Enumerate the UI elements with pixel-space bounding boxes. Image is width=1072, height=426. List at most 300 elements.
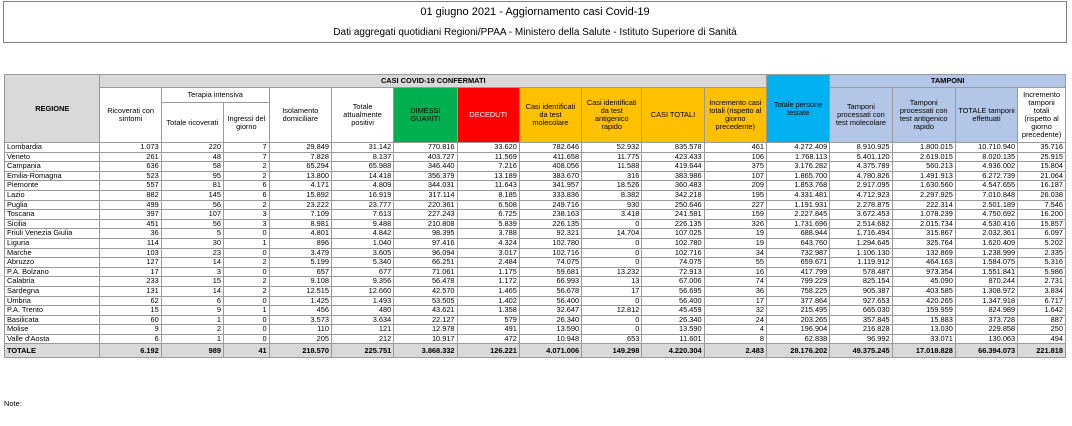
- report-header: [3, 1, 1067, 43]
- cell-regione: Campania: [5, 162, 100, 172]
- table-row: [5, 200, 1066, 210]
- table-row: [5, 162, 1066, 172]
- cell-deceduti: 1.465: [457, 286, 519, 296]
- cell-casi-molecolare: 341.957: [519, 181, 581, 191]
- cell-positivi: 121: [331, 325, 393, 335]
- col-dimessi: DIMESSI GUARITI: [394, 88, 457, 143]
- cell-casi-antigenico: 8.382: [582, 190, 642, 200]
- cell-incremento-casi: 17: [704, 296, 766, 306]
- cell-tamponi-molecolare: 216.828: [830, 325, 892, 335]
- cell-persone-testate: 688.944: [766, 229, 829, 239]
- cell-totale-tamponi: 8.020.135: [955, 152, 1017, 162]
- table-row: [5, 315, 1066, 325]
- table-row: [5, 143, 1066, 153]
- cell-regione: Valle d'Aosta: [5, 334, 100, 344]
- cell-casi-totali: 342.218: [642, 190, 704, 200]
- cell-totale-ricoverati: 989: [161, 344, 223, 358]
- cell-casi-molecolare: 4.071.006: [519, 344, 581, 358]
- cell-ingressi: 2: [224, 286, 270, 296]
- table-row: [5, 152, 1066, 162]
- col-casi-totali: CASI TOTALI: [642, 88, 704, 143]
- cell-ingressi: 0: [224, 315, 270, 325]
- cell-tamponi-antigenico: 403.585: [892, 286, 955, 296]
- cell-incremento-casi: 55: [704, 258, 766, 268]
- cell-casi-antigenico: 17: [582, 286, 642, 296]
- cell-tamponi-molecolare: 2.514.682: [830, 219, 892, 229]
- cell-positivi: 9.356: [331, 277, 393, 287]
- cell-ingressi: 2: [224, 258, 270, 268]
- cell-tamponi-antigenico: 159.959: [892, 306, 955, 316]
- cell-ingressi: 3: [224, 210, 270, 220]
- cell-ricoverati: 261: [100, 152, 161, 162]
- cell-casi-antigenico: 0: [582, 315, 642, 325]
- cell-regione: Toscana: [5, 210, 100, 220]
- cell-tamponi-antigenico: 325.764: [892, 238, 955, 248]
- cell-regione: Basilicata: [5, 315, 100, 325]
- cell-deceduti: 1.402: [457, 296, 519, 306]
- cell-dimessi: 42.570: [394, 286, 457, 296]
- col-ricoverati: Ricoverati con sintomi: [100, 88, 161, 143]
- cell-totale-tamponi: 2.032.361: [955, 229, 1017, 239]
- cell-tamponi-antigenico: 1.630.560: [892, 181, 955, 191]
- cell-isolamento: 3.573: [269, 315, 331, 325]
- cell-deceduti: 1.175: [457, 267, 519, 277]
- cell-ingressi: 6: [224, 190, 270, 200]
- cell-totale-ricoverati: 9: [161, 306, 223, 316]
- cell-dimessi: 66.251: [394, 258, 457, 268]
- cell-totale-ricoverati: 107: [161, 210, 223, 220]
- cell-regione: TOTALE: [5, 344, 100, 358]
- col-deceduti: DECEDUTI: [457, 88, 519, 143]
- col-tamponi-antigenico: Tamponi processati con test antigenico rapido: [892, 88, 955, 143]
- cell-totale-tamponi: 10.710.940: [955, 143, 1017, 153]
- cell-casi-totali: 226.135: [642, 219, 704, 229]
- cell-totale-ricoverati: 5: [161, 229, 223, 239]
- cell-ingressi: 0: [224, 248, 270, 258]
- cell-totale-ricoverati: 56: [161, 200, 223, 210]
- group-tamponi: TAMPONI: [830, 75, 1066, 88]
- table-row: [5, 325, 1066, 335]
- cell-incremento-tamponi: 1.642: [1018, 306, 1066, 316]
- cell-casi-totali: 419.644: [642, 162, 704, 172]
- cell-totale-tamponi: 130.063: [955, 334, 1017, 344]
- cell-casi-antigenico: 0: [582, 325, 642, 335]
- cell-deceduti: 472: [457, 334, 519, 344]
- cell-tamponi-antigenico: 222.314: [892, 200, 955, 210]
- cell-casi-antigenico: 13: [582, 277, 642, 287]
- cell-deceduti: 3.788: [457, 229, 519, 239]
- table-row: [5, 229, 1066, 239]
- col-casi-antigenico: Casi identificati da test antigenico rapido: [582, 88, 642, 143]
- col-tamponi-molecolare: Tamponi processati con test molecolare: [830, 88, 892, 143]
- cell-persone-testate: 1.768.113: [766, 152, 829, 162]
- cell-isolamento: 205: [269, 334, 331, 344]
- table-row: [5, 190, 1066, 200]
- cell-regione: Lombardia: [5, 143, 100, 153]
- cell-tamponi-antigenico: 315.867: [892, 229, 955, 239]
- cell-ricoverati: 636: [100, 162, 161, 172]
- cell-casi-molecolare: 383.670: [519, 171, 581, 181]
- cell-persone-testate: 1.853.768: [766, 181, 829, 191]
- cell-deceduti: 6.508: [457, 200, 519, 210]
- cell-totale-ricoverati: 1: [161, 334, 223, 344]
- cell-incremento-casi: 19: [704, 238, 766, 248]
- cell-regione: Sardegna: [5, 286, 100, 296]
- cell-dimessi: 71.061: [394, 267, 457, 277]
- cell-incremento-tamponi: 3.834: [1018, 286, 1066, 296]
- cell-totale-ricoverati: 14: [161, 258, 223, 268]
- cell-positivi: 16.919: [331, 190, 393, 200]
- cell-positivi: 65.988: [331, 162, 393, 172]
- cell-deceduti: 4.324: [457, 238, 519, 248]
- cell-isolamento: 7.109: [269, 210, 331, 220]
- cell-tamponi-antigenico: 560.213: [892, 162, 955, 172]
- cell-dimessi: 43.621: [394, 306, 457, 316]
- cell-incremento-tamponi: 21.064: [1018, 171, 1066, 181]
- table-row: [5, 334, 1066, 344]
- cell-tamponi-molecolare: 578.487: [830, 267, 892, 277]
- cell-incremento-casi: 326: [704, 219, 766, 229]
- cell-tamponi-antigenico: 13.030: [892, 325, 955, 335]
- cell-totale-tamponi: 7.010.848: [955, 190, 1017, 200]
- cell-totale-ricoverati: 15: [161, 277, 223, 287]
- cell-persone-testate: 28.176.202: [766, 344, 829, 358]
- cell-casi-antigenico: 930: [582, 200, 642, 210]
- cell-ingressi: 0: [224, 325, 270, 335]
- cell-incremento-casi: 19: [704, 229, 766, 239]
- cell-persone-testate: 799.229: [766, 277, 829, 287]
- cell-positivi: 9.488: [331, 219, 393, 229]
- cell-persone-testate: 643.760: [766, 238, 829, 248]
- cell-ricoverati: 397: [100, 210, 161, 220]
- cell-incremento-tamponi: 5.202: [1018, 238, 1066, 248]
- cell-totale-tamponi: 6.272.739: [955, 171, 1017, 181]
- cell-casi-molecolare: 102.716: [519, 248, 581, 258]
- cell-ricoverati: 1.073: [100, 143, 161, 153]
- cell-isolamento: 12.515: [269, 286, 331, 296]
- cell-deceduti: 11.569: [457, 152, 519, 162]
- cell-totale-ricoverati: 14: [161, 286, 223, 296]
- cell-deceduti: 13.189: [457, 171, 519, 181]
- cell-ricoverati: 233: [100, 277, 161, 287]
- cell-isolamento: 13.800: [269, 171, 331, 181]
- cell-tamponi-molecolare: 4.712.923: [830, 190, 892, 200]
- cell-casi-totali: 45.459: [642, 306, 704, 316]
- cell-positivi: 14.418: [331, 171, 393, 181]
- col-regione: REGIONE: [5, 75, 100, 143]
- cell-tamponi-antigenico: 1.491.913: [892, 171, 955, 181]
- cell-totale-ricoverati: 2: [161, 325, 223, 335]
- table-row: [5, 210, 1066, 220]
- cell-casi-totali: 74.075: [642, 258, 704, 268]
- report-subtitle: Dati aggregati quotidiani Regioni/PPAA - Ministero della Salute - Istituto Superiore di Sanità: [333, 27, 737, 38]
- cell-casi-totali: 56.400: [642, 296, 704, 306]
- cell-casi-molecolare: 10.948: [519, 334, 581, 344]
- cell-tamponi-molecolare: 2.917.095: [830, 181, 892, 191]
- cell-ingressi: 0: [224, 296, 270, 306]
- cell-totale-tamponi: 1.347.918: [955, 296, 1017, 306]
- cell-tamponi-molecolare: 905.387: [830, 286, 892, 296]
- cell-positivi: 1.040: [331, 238, 393, 248]
- cell-regione: P.A. Trento: [5, 306, 100, 316]
- cell-isolamento: 110: [269, 325, 331, 335]
- cell-incremento-tamponi: 2.731: [1018, 277, 1066, 287]
- cell-tamponi-molecolare: 927.653: [830, 296, 892, 306]
- cell-regione: Molise: [5, 325, 100, 335]
- cell-casi-molecolare: 13.590: [519, 325, 581, 335]
- cell-tamponi-molecolare: 96.992: [830, 334, 892, 344]
- cell-persone-testate: 215.495: [766, 306, 829, 316]
- cell-casi-antigenico: 52.932: [582, 143, 642, 153]
- cell-totale-ricoverati: 95: [161, 171, 223, 181]
- cell-positivi: 212: [331, 334, 393, 344]
- cell-casi-antigenico: 11.588: [582, 162, 642, 172]
- cell-tamponi-antigenico: 464.163: [892, 258, 955, 268]
- cell-casi-antigenico: 18.526: [582, 181, 642, 191]
- cell-totale-tamponi: 1.308.972: [955, 286, 1017, 296]
- table-row: [5, 238, 1066, 248]
- cell-incremento-tamponi: 25.915: [1018, 152, 1066, 162]
- cell-casi-molecolare: 56.678: [519, 286, 581, 296]
- cell-casi-totali: 360.483: [642, 181, 704, 191]
- cell-deceduti: 3.017: [457, 248, 519, 258]
- cell-tamponi-molecolare: 1.106.130: [830, 248, 892, 258]
- cell-incremento-tamponi: 6.097: [1018, 229, 1066, 239]
- cell-persone-testate: 1.865.700: [766, 171, 829, 181]
- cell-casi-molecolare: 102.780: [519, 238, 581, 248]
- cell-tamponi-antigenico: 132.869: [892, 248, 955, 258]
- cell-tamponi-antigenico: 1.800.015: [892, 143, 955, 153]
- cell-incremento-casi: 16: [704, 267, 766, 277]
- cell-isolamento: 3.479: [269, 248, 331, 258]
- cell-totale-tamponi: 1.238.999: [955, 248, 1017, 258]
- cell-totale-ricoverati: 48: [161, 152, 223, 162]
- cell-ingressi: 6: [224, 181, 270, 191]
- cell-dimessi: 97.416: [394, 238, 457, 248]
- cell-persone-testate: 659.671: [766, 258, 829, 268]
- cell-isolamento: 657: [269, 267, 331, 277]
- cell-totale-tamponi: 1.584.075: [955, 258, 1017, 268]
- cell-incremento-tamponi: 16.187: [1018, 181, 1066, 191]
- cell-totale-ricoverati: 220: [161, 143, 223, 153]
- cell-positivi: 4.842: [331, 229, 393, 239]
- cell-totale-tamponi: 4.530.416: [955, 219, 1017, 229]
- table-row: [5, 277, 1066, 287]
- cell-totale-ricoverati: 30: [161, 238, 223, 248]
- cell-casi-antigenico: 0: [582, 296, 642, 306]
- cell-casi-antigenico: 3.418: [582, 210, 642, 220]
- cell-isolamento: 15.892: [269, 190, 331, 200]
- cell-incremento-casi: 8: [704, 334, 766, 344]
- cell-ingressi: 7: [224, 152, 270, 162]
- cell-regione: Calabria: [5, 277, 100, 287]
- cell-casi-molecolare: 333.836: [519, 190, 581, 200]
- group-terapia-intensiva: Terapia intensiva: [161, 88, 269, 103]
- cell-tamponi-molecolare: 4.375.789: [830, 162, 892, 172]
- col-casi-molecolare: Casi identificati da test molecolare: [519, 88, 581, 143]
- table-row: [5, 171, 1066, 181]
- cell-totale-ricoverati: 1: [161, 315, 223, 325]
- cell-casi-totali: 835.578: [642, 143, 704, 153]
- cell-casi-molecolare: 782.646: [519, 143, 581, 153]
- cell-totale-tamponi: 1.620.409: [955, 238, 1017, 248]
- cell-dimessi: 356.379: [394, 171, 457, 181]
- cell-casi-totali: 26.340: [642, 315, 704, 325]
- cell-dimessi: 98.395: [394, 229, 457, 239]
- cell-casi-molecolare: 32.647: [519, 306, 581, 316]
- cell-ricoverati: 499: [100, 200, 161, 210]
- cell-casi-totali: 102.716: [642, 248, 704, 258]
- cell-persone-testate: 4.272.409: [766, 143, 829, 153]
- cell-deceduti: 1.172: [457, 277, 519, 287]
- col-ingressi: Ingressi del giorno: [224, 103, 270, 143]
- cell-ricoverati: 17: [100, 267, 161, 277]
- cell-persone-testate: 417.799: [766, 267, 829, 277]
- cell-casi-totali: 241.581: [642, 210, 704, 220]
- cell-incremento-casi: 209: [704, 181, 766, 191]
- cell-incremento-tamponi: 16.200: [1018, 210, 1066, 220]
- cell-casi-molecolare: 238.163: [519, 210, 581, 220]
- cell-ricoverati: 523: [100, 171, 161, 181]
- cell-casi-molecolare: 66.993: [519, 277, 581, 287]
- cell-deceduti: 6.725: [457, 210, 519, 220]
- cell-incremento-tamponi: 250: [1018, 325, 1066, 335]
- cell-totale-tamponi: 4.547.655: [955, 181, 1017, 191]
- cell-casi-totali: 72.913: [642, 267, 704, 277]
- cell-tamponi-molecolare: 8.910.925: [830, 143, 892, 153]
- cell-incremento-casi: 32: [704, 306, 766, 316]
- cell-deceduti: 1.358: [457, 306, 519, 316]
- cell-isolamento: 7.828: [269, 152, 331, 162]
- cell-ricoverati: 114: [100, 238, 161, 248]
- cell-regione: Piemonte: [5, 181, 100, 191]
- cell-tamponi-molecolare: 3.672.453: [830, 210, 892, 220]
- cell-ricoverati: 882: [100, 190, 161, 200]
- cell-casi-antigenico: 12.812: [582, 306, 642, 316]
- cell-totale-tamponi: 4.750.692: [955, 210, 1017, 220]
- table-row: [5, 296, 1066, 306]
- cell-regione: Veneto: [5, 152, 100, 162]
- cell-incremento-casi: 227: [704, 200, 766, 210]
- cell-tamponi-antigenico: 33.071: [892, 334, 955, 344]
- cell-casi-totali: 107.025: [642, 229, 704, 239]
- cell-incremento-tamponi: 7.546: [1018, 200, 1066, 210]
- cell-isolamento: 1.425: [269, 296, 331, 306]
- cell-deceduti: 33.620: [457, 143, 519, 153]
- cell-ricoverati: 9: [100, 325, 161, 335]
- cell-ricoverati: 451: [100, 219, 161, 229]
- cell-incremento-casi: 461: [704, 143, 766, 153]
- cell-ingressi: 41: [224, 344, 270, 358]
- cell-isolamento: 218.570: [269, 344, 331, 358]
- cell-incremento-tamponi: 887: [1018, 315, 1066, 325]
- cell-incremento-casi: 4: [704, 325, 766, 335]
- cell-isolamento: 65.294: [269, 162, 331, 172]
- cell-positivi: 12.660: [331, 286, 393, 296]
- cell-dimessi: 3.868.332: [394, 344, 457, 358]
- col-isolamento: Isolamento domiciliare: [269, 88, 331, 143]
- group-casi-confermati: CASI COVID-19 CONFERMATI: [100, 75, 766, 88]
- cell-dimessi: 12.978: [394, 325, 457, 335]
- cell-tamponi-molecolare: 357.845: [830, 315, 892, 325]
- cell-incremento-tamponi: 35.716: [1018, 143, 1066, 153]
- cell-isolamento: 9.108: [269, 277, 331, 287]
- cell-persone-testate: 203.265: [766, 315, 829, 325]
- cell-incremento-tamponi: 2.335: [1018, 248, 1066, 258]
- cell-casi-antigenico: 0: [582, 248, 642, 258]
- cell-ricoverati: 6: [100, 334, 161, 344]
- cell-tamponi-molecolare: 1.119.912: [830, 258, 892, 268]
- cell-deceduti: 579: [457, 315, 519, 325]
- cell-totale-ricoverati: 23: [161, 248, 223, 258]
- cell-dimessi: 56.478: [394, 277, 457, 287]
- cell-incremento-casi: 74: [704, 277, 766, 287]
- table-row: [5, 267, 1066, 277]
- cell-dimessi: 344.031: [394, 181, 457, 191]
- cell-tamponi-antigenico: 973.354: [892, 267, 955, 277]
- cell-casi-antigenico: 0: [582, 219, 642, 229]
- cell-casi-molecolare: 59.681: [519, 267, 581, 277]
- cell-positivi: 5.340: [331, 258, 393, 268]
- table-row: [5, 286, 1066, 296]
- cell-totale-ricoverati: 3: [161, 267, 223, 277]
- cell-tamponi-molecolare: 4.780.826: [830, 171, 892, 181]
- cell-tamponi-antigenico: 45.090: [892, 277, 955, 287]
- cell-isolamento: 896: [269, 238, 331, 248]
- total-row: [5, 344, 1066, 358]
- cell-tamponi-molecolare: 665.030: [830, 306, 892, 316]
- cell-regione: Emilia-Romagna: [5, 171, 100, 181]
- cell-deceduti: 491: [457, 325, 519, 335]
- cell-regione: Friuli Venezia Giulia: [5, 229, 100, 239]
- cell-totale-ricoverati: 145: [161, 190, 223, 200]
- cell-dimessi: 22.127: [394, 315, 457, 325]
- cell-incremento-tamponi: 221.818: [1018, 344, 1066, 358]
- cell-isolamento: 4.801: [269, 229, 331, 239]
- cell-totale-tamponi: 373.728: [955, 315, 1017, 325]
- table-row: [5, 181, 1066, 191]
- cell-positivi: 23.777: [331, 200, 393, 210]
- cell-ricoverati: 6.192: [100, 344, 161, 358]
- cell-positivi: 3.605: [331, 248, 393, 258]
- col-totale-tamponi: TOTALE tamponi effettuati: [955, 88, 1017, 143]
- cell-totale-ricoverati: 6: [161, 296, 223, 306]
- cell-casi-antigenico: 11.775: [582, 152, 642, 162]
- cell-ingressi: 2: [224, 200, 270, 210]
- cell-totale-ricoverati: 81: [161, 181, 223, 191]
- cell-ricoverati: 127: [100, 258, 161, 268]
- cell-incremento-casi: 107: [704, 171, 766, 181]
- cell-incremento-tamponi: 494: [1018, 334, 1066, 344]
- cell-regione: Umbria: [5, 296, 100, 306]
- cell-casi-molecolare: 411.658: [519, 152, 581, 162]
- cell-totale-tamponi: 66.394.073: [955, 344, 1017, 358]
- cell-totale-tamponi: 870.244: [955, 277, 1017, 287]
- cell-isolamento: 456: [269, 306, 331, 316]
- cell-regione: Lazio: [5, 190, 100, 200]
- cell-isolamento: 5.199: [269, 258, 331, 268]
- cell-persone-testate: 196.904: [766, 325, 829, 335]
- cell-deceduti: 11.643: [457, 181, 519, 191]
- cell-casi-molecolare: 92.321: [519, 229, 581, 239]
- cell-casi-totali: 13.590: [642, 325, 704, 335]
- cell-tamponi-antigenico: 17.018.828: [892, 344, 955, 358]
- col-positivi: Totale attualmente positivi: [331, 88, 393, 143]
- cell-incremento-tamponi: 6.717: [1018, 296, 1066, 306]
- table-row: [5, 306, 1066, 316]
- cell-ingressi: 0: [224, 229, 270, 239]
- cell-ingressi: 0: [224, 267, 270, 277]
